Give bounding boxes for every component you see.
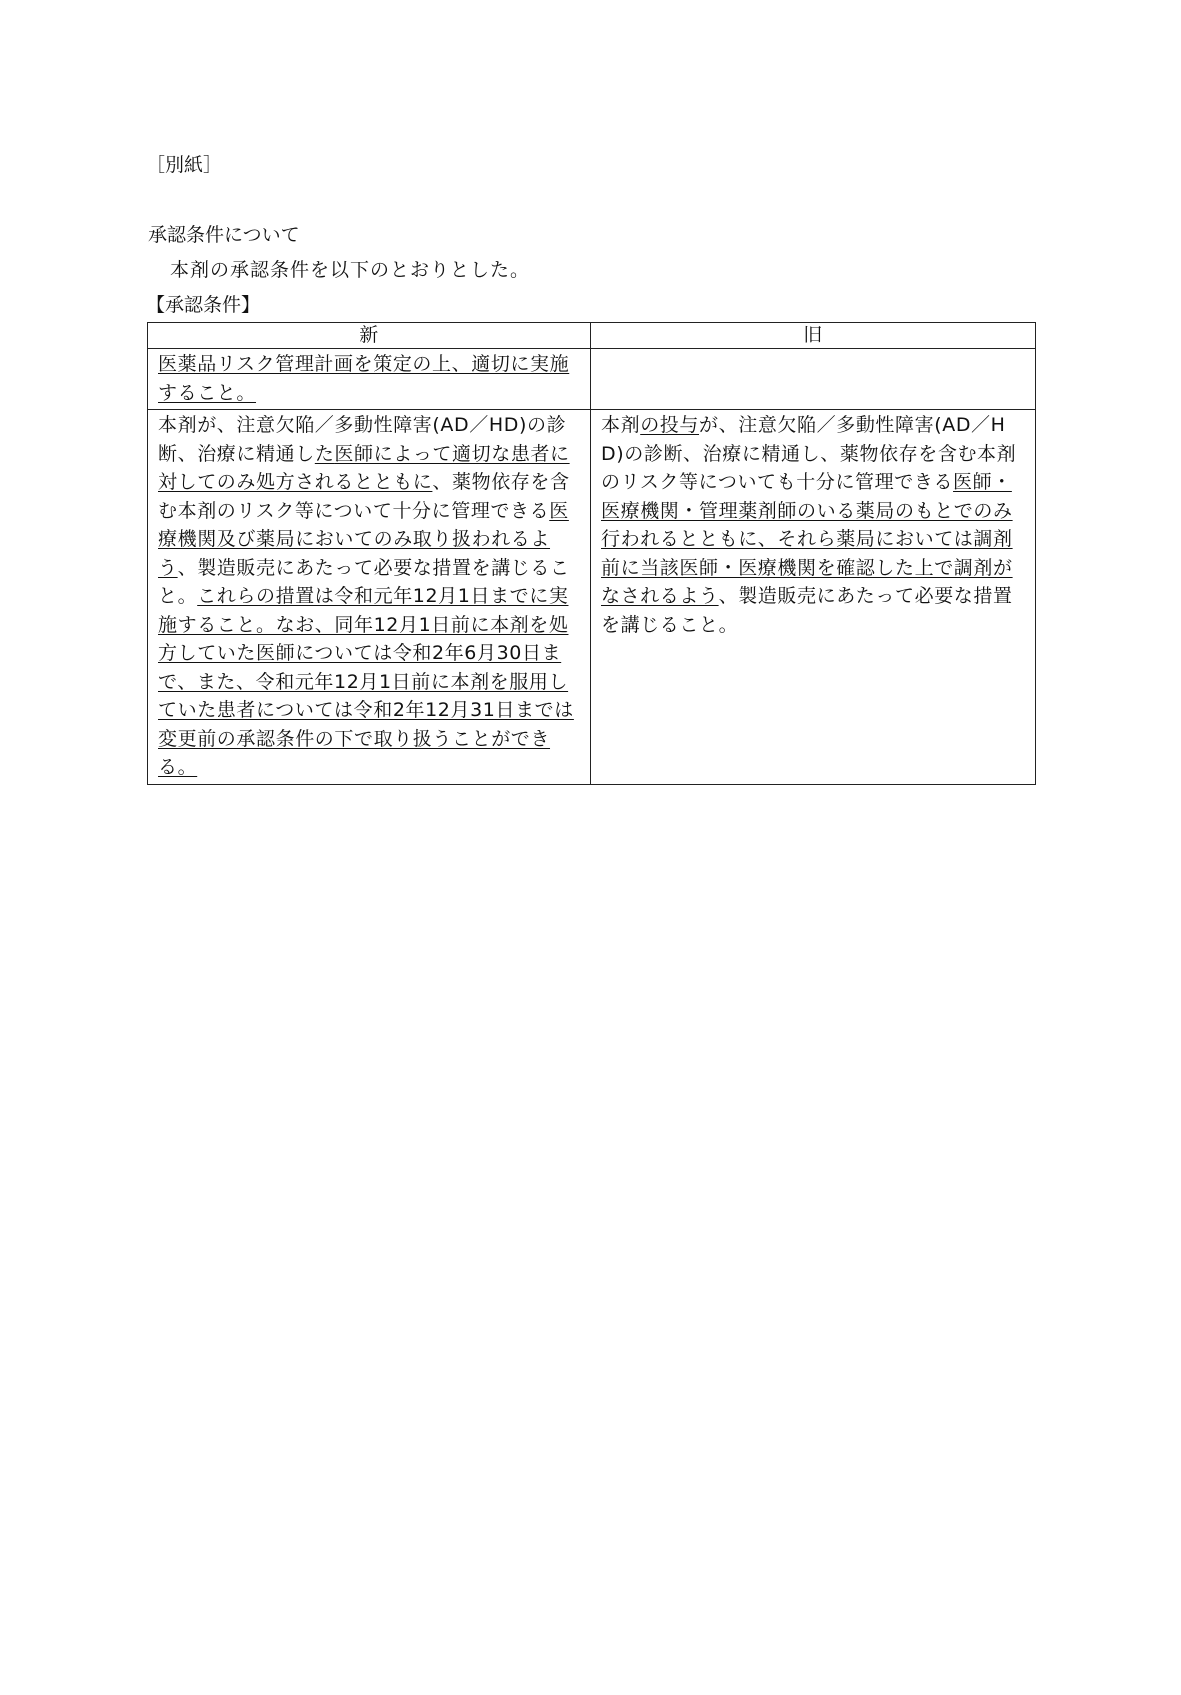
table-header-row xyxy=(148,323,1036,349)
cell-text-segment: 、製造販売にあたって必要な措置を講じること。 xyxy=(158,556,570,607)
cell-new xyxy=(148,410,591,785)
attachment-label: ［別紙］ xyxy=(146,154,223,176)
cell-text-segment: が、注意欠陥／多動性障害(AD／HD)の診断、治療に精通し、薬物依存を含む本剤のリスク等についても十分に管理できる xyxy=(601,414,1017,493)
table-row xyxy=(148,410,1036,785)
cell-text-segment: 医薬品リスク管理計画を策定の上、適切に実施すること。 xyxy=(158,353,570,404)
cell-new xyxy=(148,349,591,410)
cell-text-segment: 医師・医療機関・管理薬剤師のいる薬局のもとでのみ行われるとともに、それら薬局においては調剤前に当該医師・医療機関を確認した上で調剤がなされるよう xyxy=(601,471,1013,607)
cell-text-segment: 本剤 xyxy=(601,414,641,436)
cell-text-segment: 、製造販売にあたって必要な措置を講じること。 xyxy=(601,585,1013,636)
cell-text-segment: の投与 xyxy=(640,414,700,436)
section-title: 承認条件について xyxy=(148,224,300,246)
cell-text-segment: これらの措置は令和元年12月1日までに実施すること。なお、同年12月1日前に本剤を処方していた医師については令和2年6月30日まで、また、令和元年12月1日前に本剤を服用していた患者については令和2年12月31日までは変更前の承認条件の下で取り扱うことができる。 xyxy=(158,585,574,778)
column-header-old: 旧 xyxy=(591,323,1036,349)
approval-conditions-heading: 【承認条件】 xyxy=(146,294,261,316)
table-row xyxy=(148,349,1036,410)
cell-old xyxy=(591,349,1036,410)
intro-text: 本剤の承認条件を以下のとおりとした。 xyxy=(170,259,531,281)
cell-old xyxy=(591,410,1036,785)
cell-text-segment: 医療機関及び薬局においてのみ取り扱われるよう xyxy=(158,499,569,579)
cell-text-segment: た xyxy=(314,442,335,465)
cell-text-segment: 本剤が、注意欠陥／多動性障害(AD／HD)の診断、治療に精通し xyxy=(158,414,567,465)
approval-conditions-table xyxy=(147,322,1036,785)
column-header-new: 新 xyxy=(148,323,591,349)
cell-text-segment: 医師によって適切な患者に対してのみ処方されるとともに xyxy=(158,442,570,493)
cell-text-segment: 、薬物依存を含む本剤のリスク等について十分に管理できる xyxy=(158,471,570,522)
